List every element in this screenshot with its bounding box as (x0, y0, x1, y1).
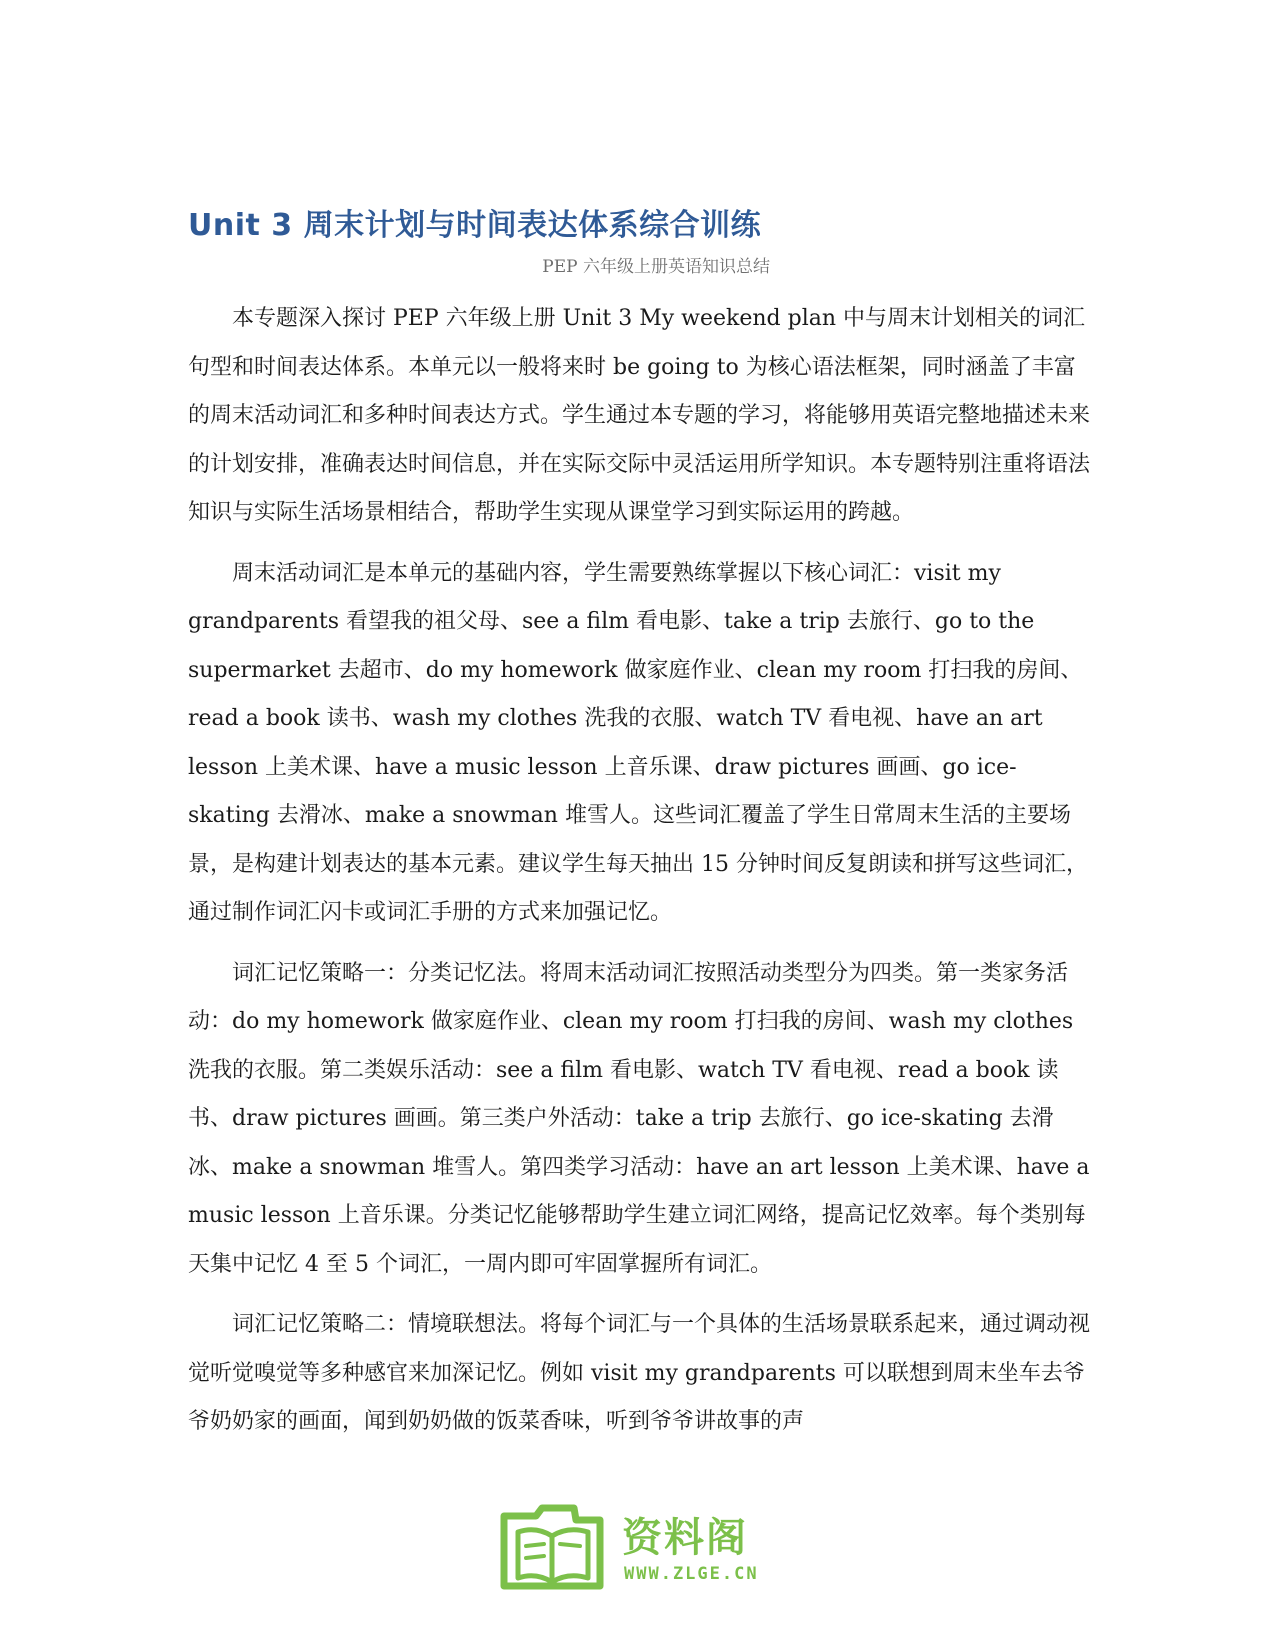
document-subtitle: PEP 六年级上册英语知识总结 (542, 257, 770, 277)
paragraph-strategy-one: 词汇记忆策略一：分类记忆法。将周末活动词汇按照活动类型分为四类。第一类家务活动：do my homework 做家庭作业、clean my room 打扫我的房间、wash my clothes 洗我的衣服。第二类娱乐活动：see a film 看电影、watch TV 看电视、read a book 读书、draw pictures 画画。第三类户外活动：take a trip 去旅行、go ice-skating 去滑冰、make a snowman 堆雪人。第四类学习活动：have an art lesson 上美术课、have a music lesson 上音乐课。分类记忆能够帮助学生建立词汇网络，提高记忆效率。每个类别每天集中记忆 4 至 5 个词汇，一周内即可牢固掌握所有词汇。 (188, 960, 1090, 1277)
paragraph-strategy-two: 词汇记忆策略二：情境联想法。将每个词汇与一个具体的生活场景联系起来，通过调动视觉听觉嗅觉等多种感官来加深记忆。例如 visit my grandparents 可以联想到周末坐车去爷爷奶奶家的画面，闻到奶奶做的饭菜香味，听到爷爷讲故事的声 (188, 1312, 1091, 1434)
watermark-logo (496, 1502, 786, 1592)
paragraph-intro: 本专题深入探讨 PEP 六年级上册 Unit 3 My weekend plan 中与周末计划相关的词汇句型和时间表达体系。本单元以一般将来时 be going to 为核心语法框架，同时涵盖了丰富的周末活动词汇和多种时间表达方式。学生通过本专题的学习，将能够用英语完整地描述未来的计划安排，准确表达时间信息，并在实际交际中灵活运用所学知识。本专题特别注重将语法知识与实际生活场景相结合，帮助学生实现从课堂学习到实际运用的跨越。 (188, 306, 1091, 525)
book-folder-icon (496, 1502, 608, 1592)
document-title: Unit 3 周末计划与时间表达体系综合训练 (188, 208, 762, 243)
watermark-url: WWW.ZLGE.CN (624, 1564, 759, 1584)
document-body (188, 295, 1093, 1459)
watermark-name: 资料阁 (622, 1515, 748, 1561)
paragraph-vocabulary: 周末活动词汇是本单元的基础内容，学生需要熟练掌握以下核心词汇：visit my grandparents 看望我的祖父母、see a film 看电影、take a trip 去旅行、go to the supermarket 去超市、do my homework 做家庭作业、clean my room 打扫我的房间、read a book 读书、wash my clothes 洗我的衣服、watch TV 看电视、have an art lesson 上美术课、have a music lesson 上音乐课、draw pictures 画画、go ice-skating 去滑冰、make a snowman 堆雪人。这些词汇覆盖了学生日常周末生活的主要场景，是构建计划表达的基本元素。建议学生每天抽出 15 分钟时间反复朗读和拼写这些词汇，通过制作词汇闪卡或词汇手册的方式来加强记忆。 (188, 560, 1088, 925)
